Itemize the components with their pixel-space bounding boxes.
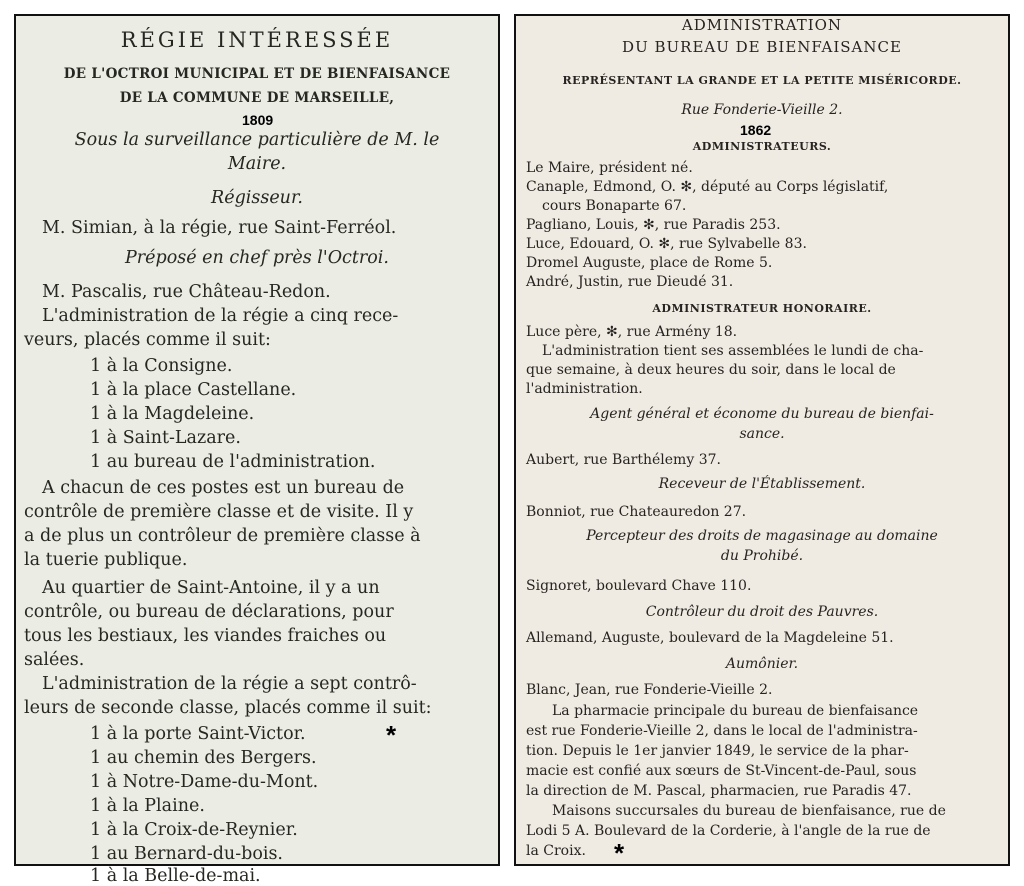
text-line: La pharmacie principale du bureau de bienfaisance <box>552 703 919 719</box>
list-item: 1 au bureau de l'administration. <box>90 452 376 472</box>
page-1809 <box>14 14 500 886</box>
section-heading: Receveur de l'Établissement. <box>658 476 866 492</box>
regisseur-entry: M. Simian, à la régie, rue Saint-Ferréol. <box>42 218 397 238</box>
text-line: L'administration de la régie a sept contrô- <box>42 674 417 694</box>
text-line: L'administration de la régie a cinq rece- <box>42 306 399 326</box>
section-heading: Percepteur des droits de magasinage au domaine <box>586 528 938 544</box>
entry-line: Luce père, ✻, rue Armény 18. <box>526 324 738 340</box>
text-line: la Croix. <box>526 843 586 859</box>
regisseur-heading: Régisseur. <box>211 188 303 208</box>
list-item: 1 au Bernard-du-bois. <box>90 844 283 864</box>
text-line: contrôle, ou bureau de déclarations, pour <box>24 602 394 622</box>
page-title: ADMINISTRATION <box>681 16 843 34</box>
year-label: 1862 <box>740 122 772 138</box>
text-line: que semaine, à deux heures du soir, dans le local de <box>526 362 896 378</box>
text-line: Maisons succursales du bureau de bienfaisance, rue de <box>552 803 946 819</box>
list-item: 1 à la Consigne. <box>90 356 233 376</box>
list-item: 1 au chemin des Bergers. <box>90 748 317 768</box>
text-line: la direction de M. Pascal, pharmacien, rue Paradis 47. <box>526 783 912 799</box>
list-item: 1 à la porte Saint-Victor. <box>90 724 306 744</box>
prepose-heading: Préposé en chef près l'Octroi. <box>125 248 389 268</box>
section-heading: Contrôleur du droit des Pauvres. <box>645 604 879 620</box>
subtitle-line: REPRÉSENTANT LA GRANDE ET LA PETITE MISÉRICORDE. <box>562 74 962 87</box>
page-1862 <box>514 14 1010 866</box>
text-line: leurs de seconde classe, placés comme il suit: <box>24 698 432 718</box>
text-line: Lodi 5 A. Boulevard de la Corderie, à l'angle de la rue de <box>526 823 931 839</box>
section-heading: ADMINISTRATEURS. <box>692 140 832 153</box>
text-line: contrôle de première classe et de visite. Il y <box>24 502 414 522</box>
entry-line: Allemand, Auguste, boulevard de la Magdeleine 51. <box>526 630 894 646</box>
text-line: A chacun de ces postes est un bureau de <box>42 478 405 498</box>
page-title: RÉGIE INTÉRESSÉE <box>120 28 394 52</box>
text-line: la tuerie publique. <box>24 550 188 570</box>
entry-line: Blanc, Jean, rue Fonderie-Vieille 2. <box>526 682 773 698</box>
text-line: macie est confié aux sœurs de St-Vincent-de-Paul, sous <box>526 763 917 779</box>
list-item: 1 à Saint-Lazare. <box>90 428 241 448</box>
entry-line: Le Maire, président né. <box>526 160 693 176</box>
list-item: 1 à la Belle-de-mai. <box>90 866 261 886</box>
list-item: 1 à la Plaine. <box>90 796 205 816</box>
entry-line: Luce, Edouard, O. ✻, rue Sylvabelle 83. <box>526 236 807 252</box>
entry-line: Signoret, boulevard Chave 110. <box>526 578 752 594</box>
subtitle-line: DE L'OCTROI MUNICIPAL ET DE BIENFAISANCE <box>63 66 451 82</box>
list-item: 1 à la Croix-de-Reynier. <box>90 820 298 840</box>
asterisk-marker: * <box>614 838 625 868</box>
entry-line: Canaple, Edmond, O. ✻, député au Corps législatif, <box>526 179 889 195</box>
list-item: 1 à la place Castellane. <box>90 380 297 400</box>
entry-line: Bonniot, rue Chateauredon 27. <box>526 504 747 520</box>
section-heading: Aumônier. <box>725 656 799 672</box>
text-line: veurs, placés comme il suit: <box>24 330 271 350</box>
text-line: Au quartier de Saint-Antoine, il y a un <box>42 578 380 598</box>
section-heading: sance. <box>739 426 785 442</box>
page-title: DU BUREAU DE BIENFAISANCE <box>622 38 902 56</box>
list-item: 1 à la Magdeleine. <box>90 404 255 424</box>
subtitle-line: DE LA COMMUNE DE MARSEILLE, <box>119 90 395 106</box>
prepose-entry: M. Pascalis, rue Château-Redon. <box>42 282 331 302</box>
text-line: tion. Depuis le 1er janvier 1849, le service de la phar- <box>526 743 909 759</box>
text-line: salées. <box>24 650 85 670</box>
text-line: L'administration tient ses assemblées le lundi de cha- <box>542 343 924 359</box>
entry-line: Dromel Auguste, place de Rome 5. <box>526 255 773 271</box>
surveillance-line: Sous la surveillance particulière de M. le <box>74 130 440 150</box>
list-item: 1 à Notre-Dame-du-Mont. <box>90 772 319 792</box>
text-line: tous les bestiaux, les viandes fraiches ou <box>24 626 387 646</box>
text-line: a de plus un contrôleur de première classe à <box>24 526 421 546</box>
section-heading: Agent général et économe du bureau de bienfai- <box>590 406 934 422</box>
surveillance-line: Maire. <box>227 154 287 174</box>
entry-line: cours Bonaparte 67. <box>542 198 687 214</box>
asterisk-marker: * <box>386 720 397 750</box>
text-line: l'administration. <box>526 381 643 397</box>
section-heading: ADMINISTRATEUR HONORAIRE. <box>652 302 872 315</box>
entry-line: André, Justin, rue Dieudé 31. <box>526 274 734 290</box>
year-label: 1809 <box>242 112 274 128</box>
text-line: est rue Fonderie-Vieille 2, dans le local de l'administra- <box>526 723 918 739</box>
entry-line: Pagliano, Louis, ✻, rue Paradis 253. <box>526 217 781 233</box>
address-line: Rue Fonderie-Vieille 2. <box>681 102 843 118</box>
entry-line: Aubert, rue Barthélemy 37. <box>526 452 721 468</box>
section-heading: du Prohibé. <box>720 548 804 564</box>
